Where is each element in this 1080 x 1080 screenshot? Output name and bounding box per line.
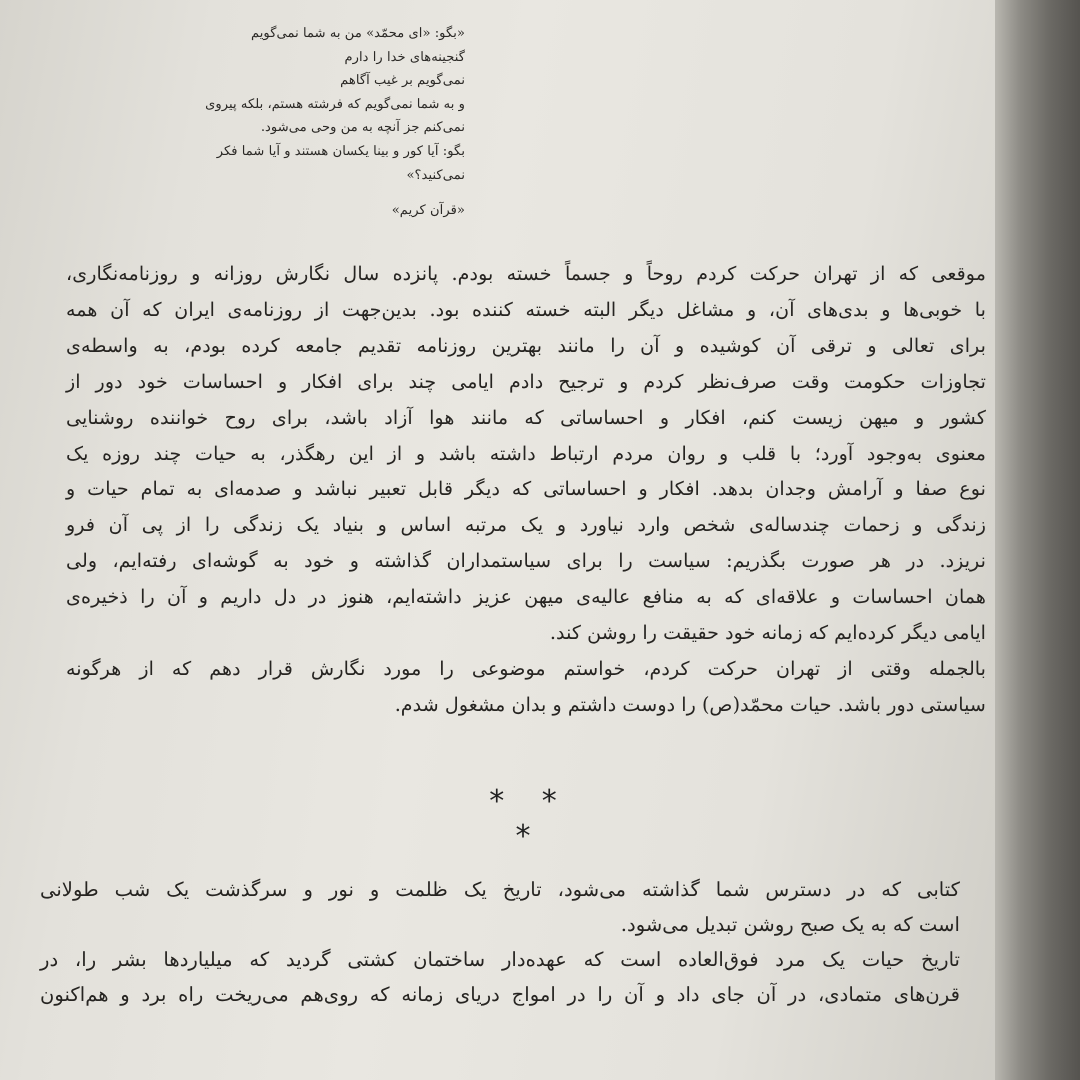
epigraph <box>120 22 465 187</box>
epigraph-line: گنجینه‌های خدا را دارم <box>344 49 465 65</box>
epigraph-line: نمی‌گویم بر غیب آگاهم <box>340 73 465 89</box>
text-line: نوع صفا و آرامش وجدان بدهد. افکار و احساساتی که دیگر قابل تعبیر نباشد و صدمه‌ای به تمام حیات و <box>66 477 986 501</box>
epigraph-line: بگو: آیا کور و بینا یکسان هستند و آیا شما فکر <box>216 143 465 159</box>
text-line: قرن‌های متمادی، در آن جای داد و آن را در امواج دریای زمانه که روی‌هم می‌ریخت راه برد و هم‌اکنون <box>40 983 960 1006</box>
text-line: کتابی که در دسترس شما گذاشته می‌شود، تاریخ یک ظلمت و نور و سرگذشت یک شب طولانی <box>40 878 960 901</box>
text-line: زندگی و زحمات چندساله‌ی شخص وارد نیاورد و یک مرتبه اساس و بنیاد یک زندگی را از پی آن فرو <box>66 513 986 537</box>
epigraph-line: نمی‌کنید؟» <box>406 167 465 183</box>
text-line: تجاوزات حکومت وقت صرف‌نظر کردم و ترجیح دادم ایامی چند برای افکار و احساسات خود دور از <box>66 369 986 393</box>
text-line: است که به یک صبح روشن تبدیل می‌شود. <box>620 913 960 936</box>
epigraph-source: «قرآن کریم» <box>391 203 465 218</box>
epigraph-line: «بگو: «ای محمّد» من به شما نمی‌گویم <box>250 26 465 41</box>
text-line: با خوبی‌ها و بدی‌های آن، و مشاغل دیگر البته خسته کننده بود. بدین‌جهت از روزنامه‌ی ایران که آن همه <box>66 297 986 321</box>
paragraph <box>40 942 960 1012</box>
paragraph <box>66 651 986 723</box>
text-line: معنوی به‌وجود آورد؛ با قلب و روان مردم ارتباط داشته باشد و از این رهگذر، به حیات چند روزه یک <box>66 441 986 465</box>
section-separator: * * * <box>489 784 571 854</box>
text-line: سیاستی دور باشد. حیات محمّد(ص) را دوست داشتم و بدان مشغول شدم. <box>394 692 986 716</box>
text-line: نریزد. در هر صورت بگذریم: سیاست را برای سیاستمداران گذاشته و خود به گوشه‌ای رفته‌ایم، ولی <box>66 549 986 573</box>
epigraph-line: و به شما نمی‌گویم که فرشته هستم، بلکه پیروی <box>205 96 465 112</box>
paragraph <box>40 872 960 942</box>
text-line: کشور و میهن زیست کنم، افکار و احساساتی که مانند هوا آزاد باشد، برای روح خواننده روشنایی <box>66 405 986 429</box>
paragraph <box>66 256 986 651</box>
text-line: همان احساسات و علاقه‌ای که به منافع عالیه‌ی میهن عزیز داشته‌ایم، هنوز در دل داریم و آن را ذخیره‌ی <box>66 585 986 609</box>
text-line: تاریخ حیات یک مرد فوق‌العاده است که عهده‌دار ساختمان کشتی گردید که میلیاردها بشر را، در <box>40 948 960 971</box>
text-line: ایامی دیگر کرده‌ایم که زمانه خود حقیقت را روشن کند. <box>549 621 986 645</box>
section-1 <box>66 256 986 723</box>
epigraph-line: نمی‌کنم جز آنچه به من وحی می‌شود. <box>260 120 465 136</box>
text-line: برای تعالی و ترقی آن کوشیده و آن را مانند بهترین روزنامه تقدیم جامعه کرده بودم، به واسطه‌ی <box>66 333 986 357</box>
page-edge-shadow <box>995 0 1080 1080</box>
text-line: موقعی که از تهران حرکت کردم روحاً و جسماً خسته بودم. پانزده سال نگارش روزانه و روزنامه‌نگاری، <box>66 262 986 285</box>
section-2 <box>40 872 960 1012</box>
text-line: بالجمله وقتی از تهران حرکت کردم، خواستم موضوعی را مورد نگارش قرار دهم که از هرگونه <box>66 656 986 680</box>
